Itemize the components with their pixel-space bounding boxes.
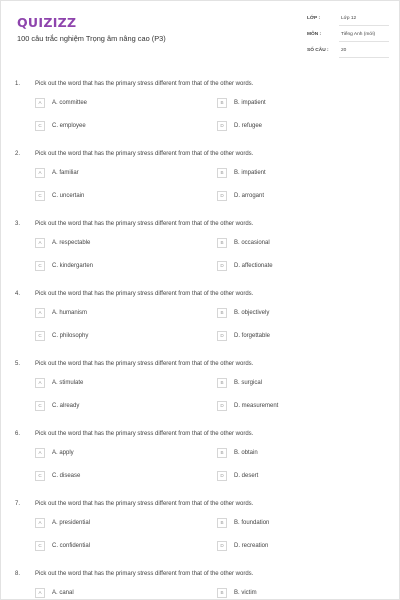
question-item — [1, 431, 400, 501]
page-title: 100 câu trắc nghiệm Trọng âm nâng cao (P3) — [17, 34, 166, 43]
option-letter-box: C — [35, 471, 45, 481]
option-letter-box: D — [217, 261, 227, 271]
option-text: C. employee — [52, 123, 86, 129]
option-letter-box: D — [217, 191, 227, 201]
option-text: A. respectable — [52, 240, 91, 246]
count-value: 20 — [341, 48, 347, 53]
answer-option-c[interactable] — [35, 261, 185, 273]
option-text: D. arrogant — [234, 193, 265, 199]
question-text: Pick out the word that has the primary stress different from that of the other words. — [35, 291, 254, 297]
option-text: B. foundation — [234, 520, 270, 526]
meta-row-subject — [303, 28, 389, 42]
option-letter-box: D — [217, 471, 227, 481]
option-letter-box: B — [217, 588, 227, 598]
answer-option-b[interactable] — [217, 98, 367, 110]
answer-option-a[interactable] — [35, 308, 185, 320]
subject-value: Tiếng Anh (mới) — [341, 32, 376, 37]
question-item — [1, 361, 400, 431]
option-text: C. confidential — [52, 543, 91, 549]
option-text: A. presidential — [52, 520, 91, 526]
question-item — [1, 151, 400, 221]
grade-label: LỚP : — [307, 16, 321, 21]
answer-option-b[interactable] — [217, 168, 367, 180]
option-letter-box: C — [35, 401, 45, 411]
question-number: 5. — [15, 361, 21, 367]
answer-option-d[interactable] — [217, 191, 367, 203]
option-text: B. objectively — [234, 310, 270, 316]
question-item — [1, 81, 400, 151]
answer-option-b[interactable] — [217, 238, 367, 250]
option-letter-box: C — [35, 121, 45, 131]
answer-option-b[interactable] — [217, 308, 367, 320]
worksheet-header — [1, 1, 399, 71]
option-text: A. committee — [52, 100, 88, 106]
question-text: Pick out the word that has the primary stress different from that of the other words. — [35, 361, 254, 367]
answer-option-b[interactable] — [217, 378, 367, 390]
answer-option-c[interactable] — [35, 331, 185, 343]
option-text: D. measurement — [234, 403, 279, 409]
option-letter-box: C — [35, 261, 45, 271]
answer-option-c[interactable] — [35, 541, 185, 553]
option-text: B. occasional — [234, 240, 270, 246]
answer-option-a[interactable] — [35, 588, 185, 600]
option-letter-box: A — [35, 448, 45, 458]
option-text: C. kindergarten — [52, 263, 94, 269]
answer-option-a[interactable] — [35, 98, 185, 110]
option-text: B. obtain — [234, 450, 258, 456]
question-number: 3. — [15, 221, 21, 227]
question-number: 4. — [15, 291, 21, 297]
option-letter-box: B — [217, 448, 227, 458]
question-number: 6. — [15, 431, 21, 437]
meta-row-count — [303, 44, 389, 58]
option-text: C. already — [52, 403, 80, 409]
subject-label: MÔN : — [307, 32, 322, 37]
answer-option-b[interactable] — [217, 588, 367, 600]
option-letter-box: D — [217, 121, 227, 131]
option-text: B. impatient — [234, 100, 266, 106]
question-text: Pick out the word that has the primary stress different from that of the other words. — [35, 81, 254, 87]
option-text: A. familiar — [52, 170, 79, 176]
answer-option-a[interactable] — [35, 168, 185, 180]
option-letter-box: C — [35, 191, 45, 201]
option-text: D. recreation — [234, 543, 269, 549]
option-letter-box: B — [217, 518, 227, 528]
option-text: A. stimulate — [52, 380, 84, 386]
question-text: Pick out the word that has the primary stress different from that of the other words. — [35, 571, 254, 577]
answer-option-c[interactable] — [35, 191, 185, 203]
question-text: Pick out the word that has the primary stress different from that of the other words. — [35, 431, 254, 437]
answer-option-a[interactable] — [35, 238, 185, 250]
option-text: A. humanism — [52, 310, 88, 316]
option-letter-box: A — [35, 588, 45, 598]
option-letter-box: D — [217, 401, 227, 411]
option-text: C. uncertain — [52, 193, 85, 199]
option-text: A. apply — [52, 450, 74, 456]
option-letter-box: B — [217, 308, 227, 318]
question-number: 2. — [15, 151, 21, 157]
option-letter-box: C — [35, 541, 45, 551]
option-text: D. forgettable — [234, 333, 271, 339]
option-letter-box: A — [35, 308, 45, 318]
answer-option-d[interactable] — [217, 121, 367, 133]
count-label: SỐ CÂU : — [307, 48, 329, 53]
question-text: Pick out the word that has the primary stress different from that of the other words. — [35, 501, 254, 507]
answer-option-b[interactable] — [217, 518, 367, 530]
option-letter-box: B — [217, 378, 227, 388]
option-text: B. impatient — [234, 170, 266, 176]
option-letter-box: D — [217, 541, 227, 551]
answer-option-c[interactable] — [35, 471, 185, 483]
answer-option-c[interactable] — [35, 401, 185, 413]
option-letter-box: A — [35, 168, 45, 178]
question-item — [1, 291, 400, 361]
option-letter-box: D — [217, 331, 227, 341]
answer-option-d[interactable] — [217, 401, 367, 413]
question-item — [1, 501, 400, 571]
answer-option-d[interactable] — [217, 541, 367, 553]
option-text: B. victim — [234, 590, 257, 596]
answer-option-d[interactable] — [217, 261, 367, 273]
meta-divider — [339, 25, 389, 26]
option-letter-box: A — [35, 378, 45, 388]
option-text: D. desert — [234, 473, 259, 479]
question-number: 7. — [15, 501, 21, 507]
answer-option-c[interactable] — [35, 121, 185, 133]
option-letter-box: B — [217, 168, 227, 178]
option-text: D. refugee — [234, 123, 263, 129]
option-letter-box: A — [35, 238, 45, 248]
option-letter-box: A — [35, 518, 45, 528]
meta-row-grade — [303, 12, 389, 26]
question-text: Pick out the word that has the primary stress different from that of the other words. — [35, 151, 254, 157]
grade-value: Lớp 12 — [341, 16, 357, 21]
quizizz-logo: QUIZIZZ — [17, 15, 77, 30]
question-text: Pick out the word that has the primary stress different from that of the other words. — [35, 221, 254, 227]
option-text: C. disease — [52, 473, 81, 479]
question-item — [1, 221, 400, 291]
option-letter-box: B — [217, 98, 227, 108]
meta-divider — [339, 41, 389, 42]
answer-option-d[interactable] — [217, 331, 367, 343]
meta-info-box — [303, 12, 389, 59]
question-item — [1, 571, 400, 600]
option-letter-box: A — [35, 98, 45, 108]
option-letter-box: B — [217, 238, 227, 248]
option-text: A. canal — [52, 590, 74, 596]
answer-option-b[interactable] — [217, 448, 367, 460]
option-text: D. affectionate — [234, 263, 273, 269]
question-number: 1. — [15, 81, 21, 87]
option-text: C. philosophy — [52, 333, 89, 339]
answer-option-a[interactable] — [35, 518, 185, 530]
answer-option-a[interactable] — [35, 378, 185, 390]
answer-option-d[interactable] — [217, 471, 367, 483]
option-text: B. surgical — [234, 380, 263, 386]
option-letter-box: C — [35, 331, 45, 341]
question-number: 8. — [15, 571, 21, 577]
answer-option-a[interactable] — [35, 448, 185, 460]
meta-divider — [339, 57, 389, 58]
